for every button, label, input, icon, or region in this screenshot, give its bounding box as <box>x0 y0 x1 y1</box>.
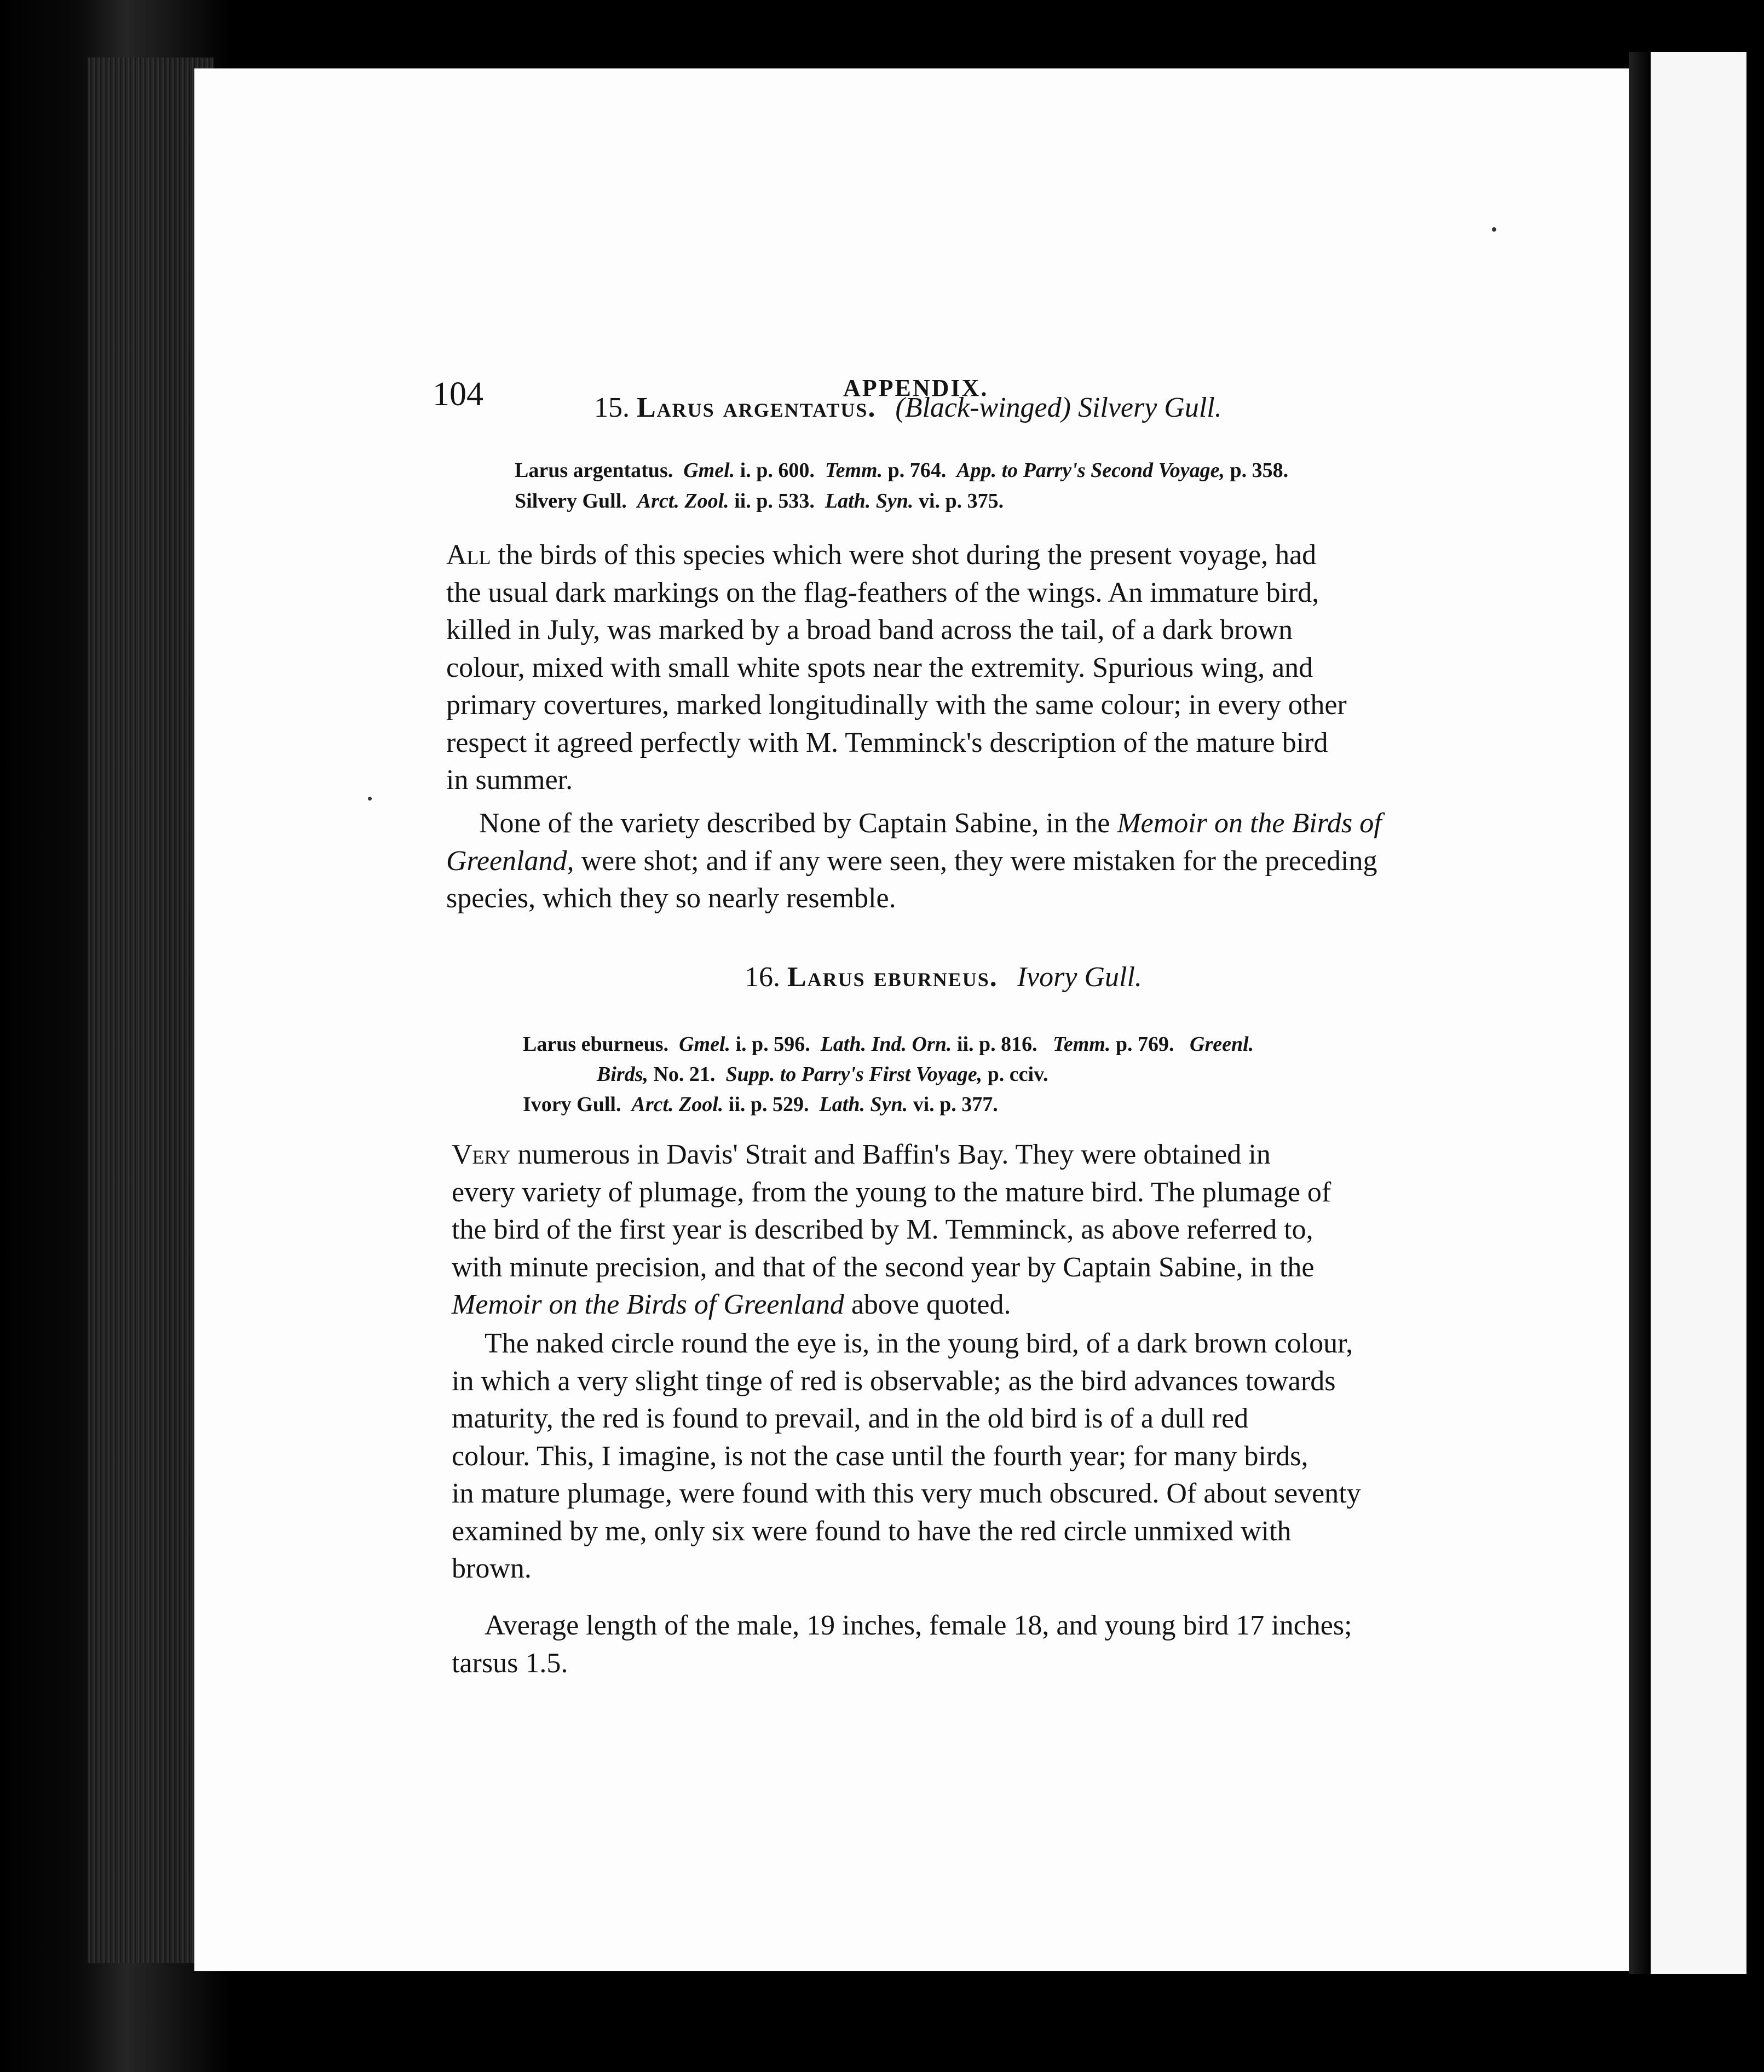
citation-ref: i. p. 600. <box>740 459 815 482</box>
text-line: examined by me, only six were found to have the red circle unmixed with <box>452 1515 1292 1547</box>
text-line: brown. <box>452 1553 532 1584</box>
text-line: the bird of the first year is described by M. Temminck, as above referred to, <box>452 1214 1313 1245</box>
text-line <box>446 537 1634 574</box>
citation-ref: vi. p. 375. <box>918 490 1004 513</box>
italic-title: Greenland, <box>446 845 574 877</box>
text-line: Average length of the male, 19 inches, female 18, and young bird 17 inches; <box>485 1610 1352 1641</box>
text-line: The naked circle round the eye is, in the young bird, of a dark brown colour, <box>485 1328 1353 1359</box>
citation-author: Arct. Zool. <box>631 1093 724 1116</box>
citation-ref: No. 21. <box>653 1063 716 1086</box>
text-line: colour, mixed with small white spots near the extremity. Spurious wing, and <box>446 652 1313 683</box>
species-common-name: (Black-winged) Silvery Gull. <box>895 392 1222 423</box>
citation-author: Gmel. <box>679 1033 730 1056</box>
text-line: tarsus 1.5. <box>452 1647 568 1679</box>
species-heading-15 <box>594 392 1222 424</box>
text-line: killed in July, was marked by a broad band across the tail, of a dark brown <box>446 614 1293 646</box>
stray-mark <box>368 797 372 801</box>
citation-ref: vi. p. 377. <box>913 1093 998 1116</box>
citation-author: Lath. Syn. <box>819 1093 908 1116</box>
citation-ref: p. 764. <box>887 459 947 482</box>
species-common-name: Ivory Gull. <box>1017 962 1142 993</box>
species-number: 15. <box>594 392 630 423</box>
citation-author: Birds, <box>597 1063 648 1086</box>
text-line: maturity, the red is found to prevail, and in the old bird is of a dull red <box>452 1403 1249 1434</box>
species-heading-16 <box>745 961 1142 993</box>
text-line: in summer. <box>446 764 573 796</box>
paragraph <box>446 805 1640 918</box>
text-line: species, which they so nearly resemble. <box>446 883 896 914</box>
citation-author: Supp. to Parry's First Voyage, <box>725 1063 983 1086</box>
book-page <box>194 68 1629 1971</box>
synonymy-line <box>597 1062 1048 1086</box>
citation-ref: ii. p. 533. <box>734 490 815 513</box>
italic-title: Memoir on the Birds of <box>1117 808 1382 839</box>
line-text: the birds of this species which were shot during the present voyage, had <box>498 539 1317 571</box>
citation-ref: p. 769. <box>1115 1033 1174 1056</box>
synonymy-line <box>515 489 1004 513</box>
synonym-name: Ivory Gull. <box>523 1093 621 1116</box>
paragraph <box>452 1607 1648 1682</box>
citation-author: Greenl. <box>1190 1033 1254 1056</box>
text-line: in which a very slight tinge of red is observable; as the bird advances towards <box>452 1365 1336 1397</box>
citation-ref: p. 358. <box>1230 459 1289 482</box>
citation-author: Lath. Syn. <box>825 490 914 513</box>
line-text: numerous in Davis' Strait and Baffin's Bay. They were obtained in <box>517 1139 1271 1170</box>
line-text: above quoted. <box>851 1289 1011 1320</box>
text-line: the usual dark markings on the flag-feathers of the wings. An immature bird, <box>446 577 1319 608</box>
facing-page-edge <box>1651 52 1746 1974</box>
species-latin-name: Larus argentatus. <box>637 392 877 423</box>
lead-word: All <box>446 539 491 571</box>
text-line: colour. This, I imagine, is not the case until the fourth year; for many birds, <box>452 1440 1308 1472</box>
text-line <box>452 1136 1637 1174</box>
lead-word: Very <box>452 1139 511 1170</box>
citation-ref: ii. p. 816. <box>956 1033 1037 1056</box>
species-number: 16. <box>745 962 780 993</box>
text-line <box>446 843 1640 880</box>
citation-ref: i. p. 596. <box>735 1033 810 1056</box>
text-line: in mature plumage, were found with this very much obscured. Of about seventy <box>452 1478 1361 1509</box>
synonym-name: Silvery Gull. <box>515 490 627 513</box>
citation-author: Arct. Zool. <box>637 490 729 513</box>
paragraph <box>452 1136 1637 1324</box>
citation-author: App. to Parry's Second Voyage, <box>956 459 1225 482</box>
synonym-name: Larus argentatus. <box>515 459 673 482</box>
paragraph <box>446 537 1634 799</box>
citation-author: Temm. <box>1053 1033 1111 1056</box>
running-title: APPENDIX. <box>843 375 989 401</box>
citation-author: Lath. Ind. Orn. <box>820 1033 952 1056</box>
line-text: were shot; and if any were seen, they were mistaken for the preceding <box>581 845 1377 877</box>
synonymy-line <box>515 458 1288 482</box>
text-line: with minute precision, and that of the second year by Captain Sabine, in the <box>452 1251 1315 1283</box>
synonym-name: Larus eburneus. <box>523 1033 669 1056</box>
text-line: respect it agreed perfectly with M. Temminck's description of the mature bird <box>446 727 1328 758</box>
text-line: primary covertures, marked longitudinally with the same colour; in every other <box>446 689 1347 721</box>
citation-ref: ii. p. 529. <box>728 1093 809 1116</box>
synonymy-line <box>523 1092 998 1116</box>
page-number: 104 <box>433 376 483 413</box>
citation-ref: p. cciv. <box>987 1063 1048 1086</box>
species-latin-name: Larus eburneus. <box>787 962 998 993</box>
synonymy-line <box>523 1032 1254 1056</box>
gutter-shadow <box>1629 52 1651 1974</box>
paragraph <box>452 1325 1645 1588</box>
text-line: every variety of plumage, from the young to the mature bird. The plumage of <box>452 1176 1331 1208</box>
stray-mark <box>1492 227 1496 232</box>
citation-author: Temm. <box>825 459 883 482</box>
text-line <box>446 805 1640 843</box>
line-text: None of the variety described by Captain Sabine, in the <box>479 808 1110 839</box>
citation-author: Gmel. <box>683 459 735 482</box>
italic-title: Memoir on the Birds of Greenland <box>452 1289 844 1320</box>
text-line <box>452 1286 1637 1324</box>
